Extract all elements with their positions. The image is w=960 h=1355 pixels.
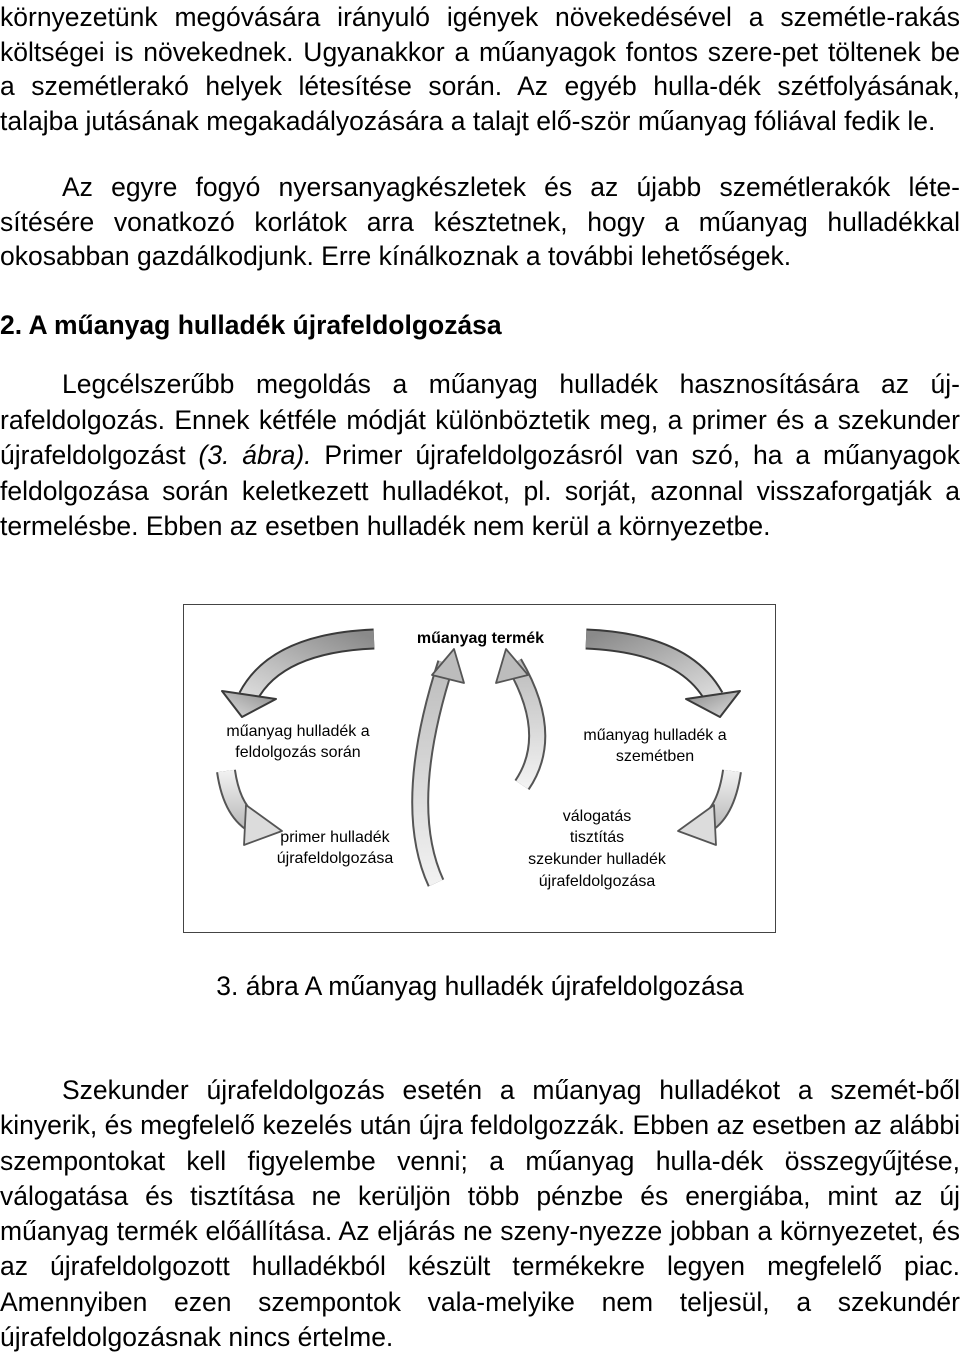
plastic-product-label: műanyag termék bbox=[416, 630, 545, 647]
intro-paragraph: környezetünk megóvására irányuló igények növekedésével a szemétle-rakás költségei is növekednek. Ugyanakkor a műanyagok fontos szere-pet töltenek be a szemétlerakó helyek létesítése során. Az egyéb hulla-dék szétfolyásának, talajba jutásának megakadályozására a talajt elő-ször műanyag fóliával fedik le. bbox=[0, 2, 960, 136]
secondary-recycling-label-line2: újrafeldolgozása bbox=[538, 873, 656, 890]
processing-waste-label-line2: feldolgozás során bbox=[235, 744, 361, 761]
arrow-to-landfill-waste bbox=[586, 639, 740, 717]
landfill-waste-label-line1: műanyag hulladék a bbox=[583, 727, 727, 744]
cleaning-label: tisztítás bbox=[569, 829, 625, 846]
figure-reference: (3. ábra). bbox=[198, 440, 312, 470]
recycling-text-end: Primer újrafeldolgozásról van szó, ha a műanyagok feldolgozása során keletkezett hulladékot, pl. sorját, azonnal visszaforgatják a termelésbe. Ebben az esetben hulladék nem kerül a környezetbe. bbox=[0, 440, 960, 541]
secondary-recycling-paragraph: Szekunder újrafeldolgozás esetén a műanyag hulladékot a szemét-ből kinyerik, és megfelelő kezelés után újra feldolgozzák. Ebben az esetben az alábbi szempontokat kell figyelembe venni; a műanyag hulla-dék összegyűjtése, válogatása és tisztítása ne kerüljön több pénzbe és energiába, mint az új műanyag termék előállítása. Az eljárás ne szeny-nyezze jobban a környezetet, és az újrafeldolgozott hulladékból készült termékekre legyen megfelelő piac. Amennyiben ezen szempontok vala-melyike nem teljesül, a szekundér újrafeldolgozásnak nincs értelme. bbox=[0, 1075, 960, 1353]
arrow-to-processing-waste bbox=[222, 639, 374, 717]
section-heading: 2. A műanyag hulladék újrafeldolgozása bbox=[0, 310, 502, 340]
sorting-label: válogatás bbox=[562, 808, 632, 825]
landfill-waste-label-line2: szemétben bbox=[615, 748, 695, 765]
resource-paragraph: Az egyre fogyó nyersanyagkészletek és az újabb szemétlerakók léte-sítésére vonatkozó korlátok arra késztetnek, hogy a műanyag hulladékkal okosabban gazdálkodjunk. Erre kínálkoznak a további lehetőségek. bbox=[0, 172, 960, 271]
figure-caption: 3. ábra A műanyag hulladék újrafeldolgozása bbox=[216, 971, 744, 1001]
secondary-recycling-label-line1: szekunder hulladék bbox=[528, 851, 666, 868]
arrow-secondary-return bbox=[496, 649, 537, 785]
primary-recycling-label-line2: újrafeldolgozása bbox=[276, 850, 394, 867]
recycling-paragraph bbox=[0, 367, 960, 545]
arrow-primary-return bbox=[420, 649, 464, 883]
processing-waste-label-line1: műanyag hulladék a bbox=[226, 723, 370, 740]
recycling-diagram bbox=[183, 604, 776, 933]
primary-recycling-label-line1: primer hulladék bbox=[280, 829, 390, 846]
recycling-text-start: Legcélszerűbb megoldás a műanyag hulladék hasznosítására az új-rafeldolgozás. Ennek kétféle módját különböztetik meg, a primer és a szekunder újrafeldolgozást bbox=[0, 369, 960, 470]
